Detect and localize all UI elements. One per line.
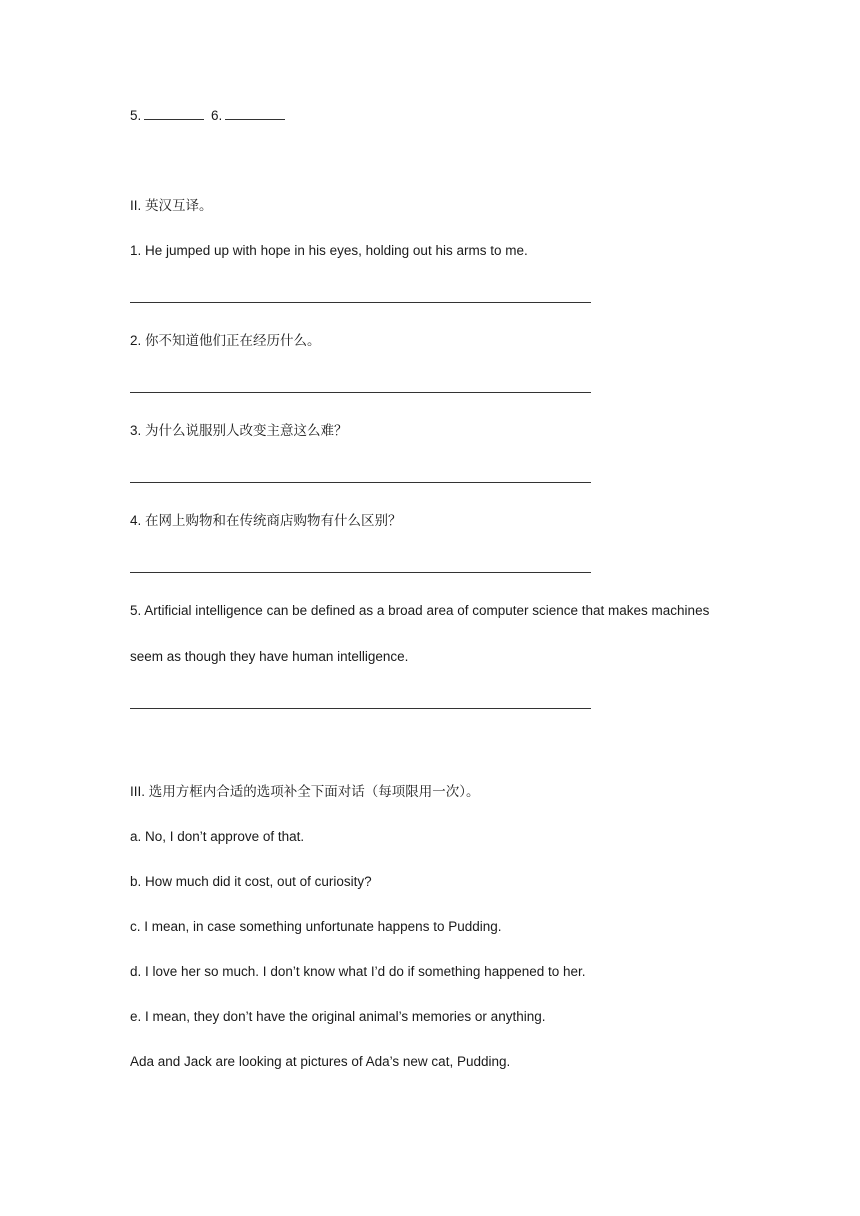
section2-heading: II. 英汉互译。 xyxy=(130,198,213,213)
option-d: d. I love her so much. I don’t know what I’d do if something happened to her. xyxy=(130,964,586,979)
item6-label: 6. xyxy=(211,108,223,123)
answer-line-4[interactable] xyxy=(130,572,591,573)
translation-item-1: 1. He jumped up with hope in his eyes, holding out his arms to me. xyxy=(130,243,528,258)
translation-item-3: 3. 为什么说服别人改变主意这么难？ xyxy=(130,423,348,438)
option-a: a. No, I don’t approve of that. xyxy=(130,829,305,844)
option-b: b. How much did it cost, out of curiosity? xyxy=(130,874,372,889)
translation-item-4: 4. 在网上购物和在传统商店购物有什么区别？ xyxy=(130,513,402,528)
translation-item-5-line1: 5. Artificial intelligence can be defined as a broad area of computer science that makes machines xyxy=(130,603,710,618)
answer-line-1[interactable] xyxy=(130,302,591,303)
answer-line-3[interactable] xyxy=(130,482,591,483)
translation-item-2: 2. 你不知道他们正在经历什么。 xyxy=(130,333,321,348)
option-c: c. I mean, in case something unfortunate happens to Pudding. xyxy=(130,919,502,934)
dialogue-intro: Ada and Jack are looking at pictures of Ada’s new cat, Pudding. xyxy=(130,1054,511,1069)
answer-blank-5[interactable] xyxy=(144,106,204,120)
answer-blank-6[interactable] xyxy=(225,106,285,120)
translation-item-5-line2: seem as though they have human intelligence. xyxy=(130,649,409,664)
option-e: e. I mean, they don’t have the original animal’s memories or anything. xyxy=(130,1009,546,1024)
answer-line-5[interactable] xyxy=(130,708,591,709)
section3-heading: III. 选用方框内合适的选项补全下面对话（每项限用一次）。 xyxy=(130,784,480,799)
answer-blanks-line xyxy=(130,106,288,125)
answer-line-2[interactable] xyxy=(130,392,591,393)
item5-label: 5. xyxy=(130,108,142,123)
